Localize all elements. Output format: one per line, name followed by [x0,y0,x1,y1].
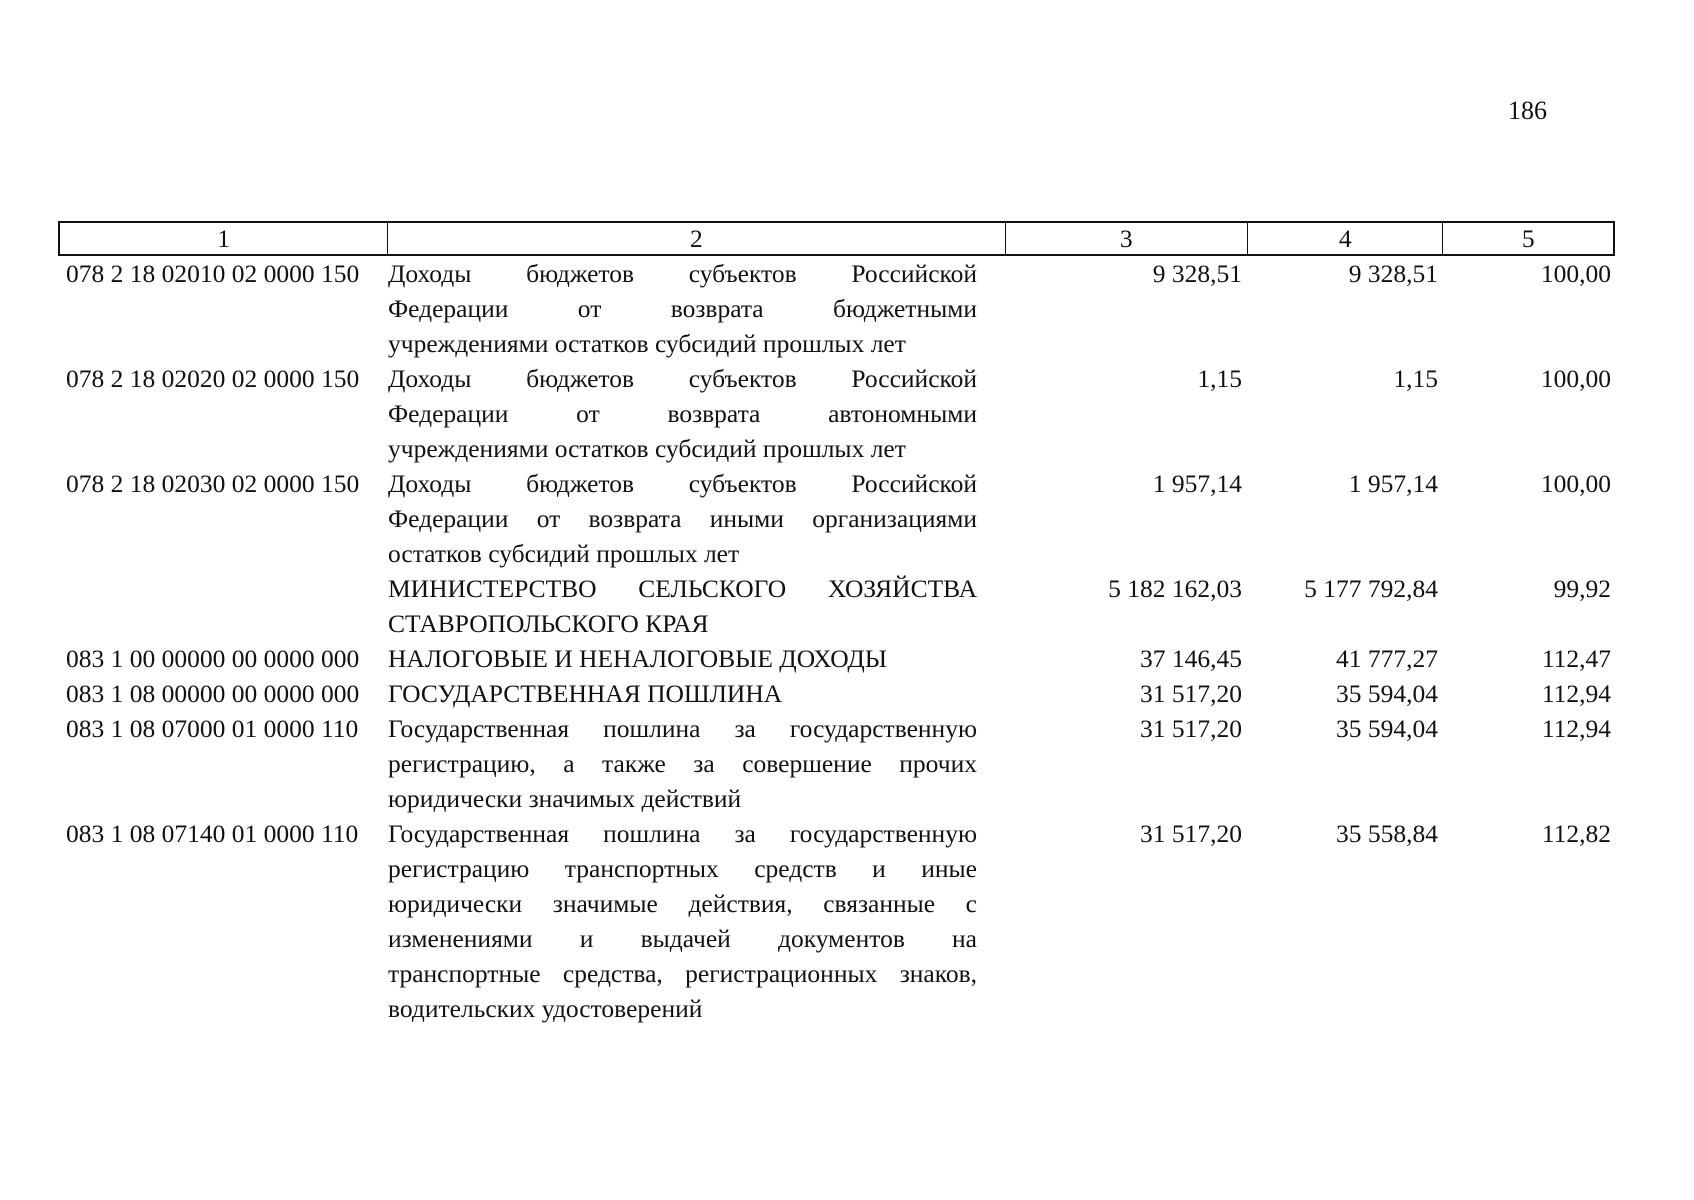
column-header-2: 2 [387,223,1004,254]
actual-amount-cell: 9 328,51 [1348,259,1438,288]
description-line: регистрацию транспортных средств и иные [388,854,977,883]
description-line: юридически значимых действий [388,784,742,813]
column-header-5: 5 [1442,223,1613,254]
plan-amount-cell: 9 328,51 [1152,259,1242,288]
description-line: ГОСУДАРСТВЕННАЯ ПОШЛИНА [388,679,783,708]
percent-cell: 112,47 [1541,644,1611,673]
table-row [58,711,1615,816]
description-cell [386,816,1005,1026]
description-line: изменениями и выдачей документов на [388,924,977,953]
budget-code-cell: 078 2 18 02020 02 0000 150 [66,364,360,393]
description-line: юридически значимые действия, связанные с [388,889,977,918]
description-line: Федерации от возврата иными организациями [388,504,977,533]
actual-amount-cell: 35 558,84 [1336,819,1438,848]
budget-code-cell: 078 2 18 02030 02 0000 150 [66,469,360,498]
description-line: Доходы бюджетов субъектов Российской [388,364,977,393]
description-line: МИНИСТЕРСТВО СЕЛЬСКОГО ХОЗЯЙСТВА [388,574,977,603]
percent-cell: 112,94 [1541,714,1611,743]
plan-amount-cell: 31 517,20 [1140,714,1242,743]
percent-cell: 112,82 [1541,819,1611,848]
percent-cell: 100,00 [1540,469,1611,498]
percent-cell: 100,00 [1540,259,1611,288]
description-line: учреждениями остатков субсидий прошлых лет [388,434,906,463]
plan-amount-cell: 1 957,14 [1152,469,1242,498]
percent-cell: 100,00 [1540,364,1611,393]
description-line: Доходы бюджетов субъектов Российской [388,259,977,288]
table-header-row [58,221,1615,256]
actual-amount-cell: 1,15 [1393,364,1438,393]
table-row [58,676,1615,711]
description-cell [386,466,1005,571]
table-row [58,641,1615,676]
actual-amount-cell: 5 177 792,84 [1304,574,1438,603]
column-header-3: 3 [1005,223,1247,254]
description-cell [386,676,1005,711]
percent-cell: 99,92 [1553,574,1611,603]
table-row [58,816,1615,1026]
description-cell [386,256,1005,361]
plan-amount-cell: 31 517,20 [1140,819,1242,848]
plan-amount-cell: 37 146,45 [1140,644,1242,673]
table-row [58,466,1615,571]
table-row [58,361,1615,466]
description-line: Федерации от возврата автономными [388,399,977,428]
actual-amount-cell: 41 777,27 [1336,644,1438,673]
description-cell [386,361,1005,466]
percent-cell: 112,94 [1541,679,1611,708]
description-line: НАЛОГОВЫЕ И НЕНАЛОГОВЫЕ ДОХОДЫ [388,644,888,673]
actual-amount-cell: 1 957,14 [1348,469,1438,498]
table-body [58,256,1615,1026]
budget-code-cell: 083 1 00 00000 00 0000 000 [66,644,360,673]
budget-code-cell: 083 1 08 07140 01 0000 110 [66,819,359,848]
table-row [58,256,1615,361]
description-line: Государственная пошлина за государственную [388,714,977,743]
page-number: 186 [1508,96,1547,125]
budget-code-cell [58,571,386,641]
description-cell [386,571,1005,641]
actual-amount-cell: 35 594,04 [1336,679,1438,708]
description-cell [386,711,1005,816]
budget-table [58,221,1615,1026]
plan-amount-cell: 31 517,20 [1140,679,1242,708]
description-line: регистрацию, а также за совершение прочих [388,749,977,778]
description-cell [386,641,1005,676]
table-row [58,571,1615,641]
description-line: Доходы бюджетов субъектов Российской [388,469,977,498]
plan-amount-cell: 1,15 [1197,364,1242,393]
description-line: остатков субсидий прошлых лет [388,539,740,568]
budget-code-cell: 083 1 08 00000 00 0000 000 [66,679,360,708]
column-header-4: 4 [1247,223,1443,254]
description-line: транспортные средства, регистрационных знаков, [388,959,977,988]
description-line: Государственная пошлина за государственную [388,819,977,848]
column-header-1: 1 [217,224,230,253]
description-line: водительских удостоверений [388,994,703,1023]
description-line: учреждениями остатков субсидий прошлых лет [388,329,906,358]
description-line: Федерации от возврата бюджетными [388,294,977,323]
budget-code-cell: 078 2 18 02010 02 0000 150 [66,259,360,288]
budget-code-cell: 083 1 08 07000 01 0000 110 [66,714,359,743]
description-line: СТАВРОПОЛЬСКОГО КРАЯ [388,609,709,638]
plan-amount-cell: 5 182 162,03 [1108,574,1242,603]
actual-amount-cell: 35 594,04 [1336,714,1438,743]
